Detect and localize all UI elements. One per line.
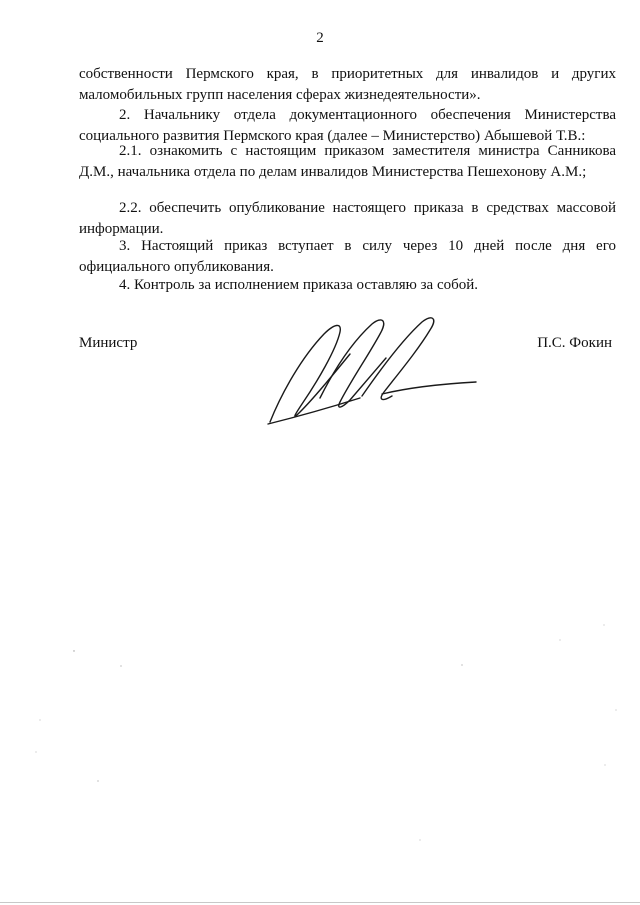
signatory-name: П.С. Фокин [537, 335, 612, 351]
paragraph-item-2-2: 2.2. обеспечить опубликование настоящего приказа в средствах массовой информации. [79, 200, 616, 237]
paragraph-item-2: 2. Начальнику отдела документационного обеспечения Министерства социального развития Пермского края (далее – Министерство) Абышевой Т.В.: [79, 107, 616, 144]
paragraph-item-3: 3. Настоящий приказ вступает в силу через 10 дней после дня его официального опубликования. [79, 238, 616, 275]
scan-edge-line [0, 902, 640, 903]
paragraph-item-2-1: 2.1. ознакомить с настоящим приказом заместителя министра Санникова Д.М., начальника отдела по делам инвалидов Министерства Пешехонову А.М.; [79, 143, 616, 180]
signatory-position: Министр [79, 335, 138, 351]
paragraph-continuation: собственности Пермского края, в приоритетных для инвалидов и других маломобильных групп населения сферах жизнедеятельности». [79, 66, 616, 103]
page-number: 2 [316, 30, 324, 46]
handwritten-signature [262, 312, 482, 427]
paragraph-item-4: 4. Контроль за исполнением приказа оставляю за собой. [119, 277, 479, 293]
